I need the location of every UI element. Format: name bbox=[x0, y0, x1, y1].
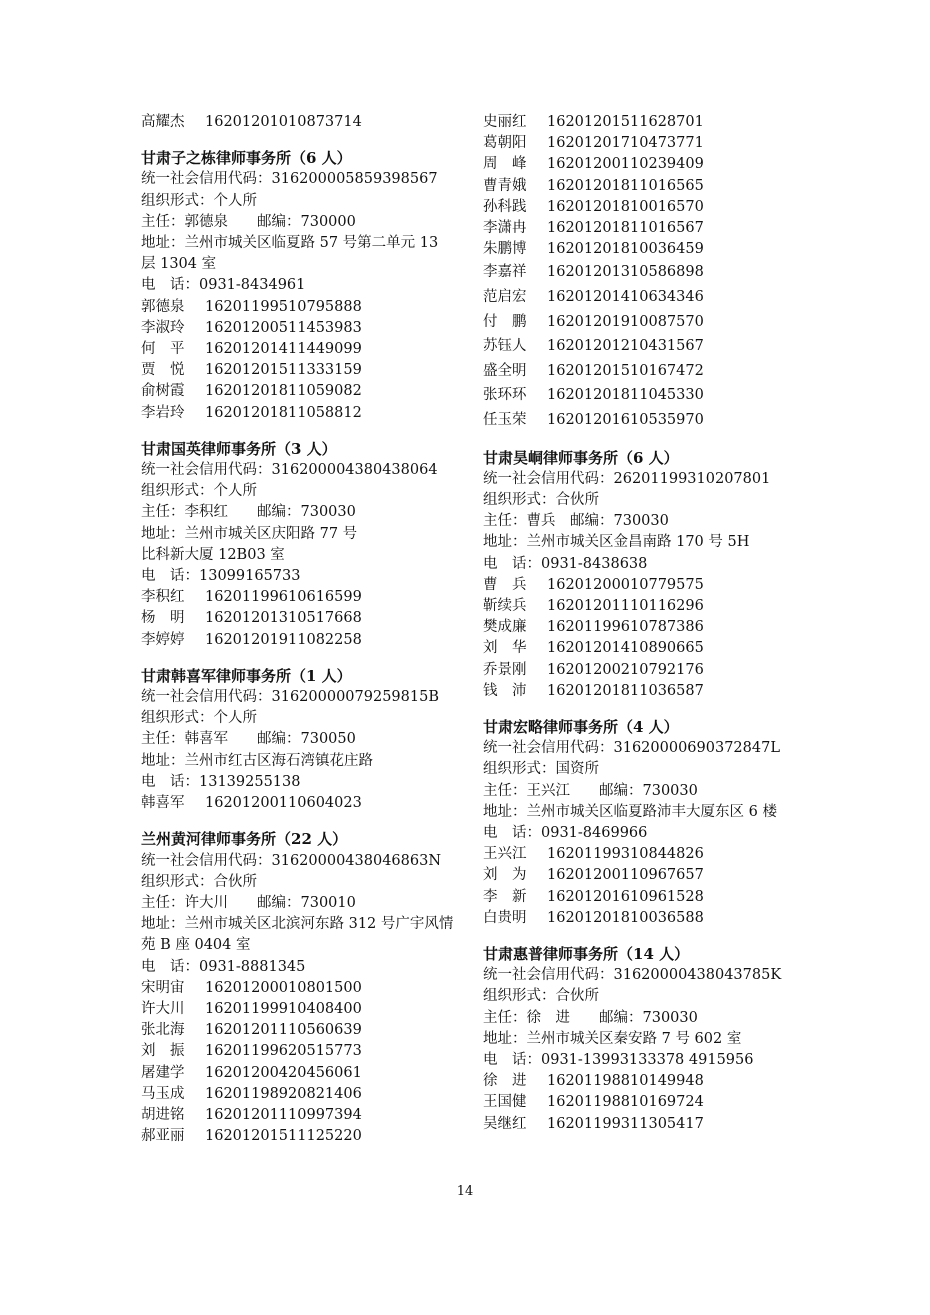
lawyer-name: 徐 进 bbox=[483, 1073, 527, 1090]
org-form: 组织形式：个人所 bbox=[141, 483, 257, 500]
lawyer-row bbox=[141, 112, 457, 133]
lawyer-name: 钱 沛 bbox=[483, 682, 527, 699]
address: 地址：兰州市城关区临夏路 57 号第二单元 13 层 1304 室 bbox=[141, 235, 439, 273]
lawyer-row bbox=[483, 285, 803, 310]
address: 地址：兰州市城关区临夏路沛丰大厦东区 6 楼 bbox=[483, 803, 777, 820]
lawyer-row bbox=[141, 381, 457, 402]
org-form: 组织形式：合伙所 bbox=[483, 491, 599, 508]
lawyer-row bbox=[483, 638, 803, 659]
lawyer-license: 16201201410634346 bbox=[547, 289, 704, 306]
lawyer-row bbox=[141, 999, 457, 1020]
lawyer-row bbox=[141, 1041, 457, 1062]
lawyer-name: 张北海 bbox=[141, 1022, 185, 1039]
credit-code: 统一社会信用代码：31620000438043785K bbox=[483, 967, 782, 984]
lawyer-row bbox=[141, 318, 457, 339]
lawyer-name: 朱鹏博 bbox=[483, 241, 527, 258]
firm-block bbox=[483, 944, 803, 1135]
address-line-2: 比科新大厦 12B03 室 bbox=[141, 546, 285, 563]
lawyer-license: 16201201811045330 bbox=[547, 387, 704, 404]
lawyer-name: 乔景刚 bbox=[483, 661, 527, 678]
lawyer-name: 王国健 bbox=[483, 1094, 527, 1111]
firm-title: 甘肃韩喜军律师事务所（1 人） bbox=[141, 666, 352, 685]
lawyer-row bbox=[141, 403, 457, 424]
lawyer-license: 16201200210792176 bbox=[547, 661, 704, 678]
credit-code: 统一社会信用代码：31620000438046863N bbox=[141, 852, 442, 869]
lawyer-name: 吴继红 bbox=[483, 1115, 527, 1132]
preceding-lawyers bbox=[483, 112, 803, 433]
lawyer-name: 曹青娥 bbox=[483, 177, 527, 194]
lawyer-name: 宋明宙 bbox=[141, 979, 185, 996]
lawyer-license: 16201201610535970 bbox=[547, 411, 704, 428]
firm-title: 甘肃宏略律师事务所（4 人） bbox=[483, 718, 679, 737]
lawyer-name: 范启宏 bbox=[483, 289, 527, 306]
lawyer-license: 16201201310586898 bbox=[547, 264, 704, 281]
firm-block bbox=[141, 829, 457, 1147]
lawyer-license: 16201201410890665 bbox=[547, 640, 704, 657]
page-number: 14 bbox=[456, 1184, 474, 1199]
org-form: 组织形式：国资所 bbox=[483, 761, 599, 778]
firm-block bbox=[483, 448, 803, 702]
lawyer-license: 16201201411449099 bbox=[205, 341, 362, 358]
lawyer-license: 16201201310517668 bbox=[205, 610, 362, 627]
lawyer-name: 张环环 bbox=[483, 387, 527, 404]
address: 地址：兰州市城关区金昌南路 170 号 5H bbox=[483, 534, 750, 551]
lawyer-row bbox=[483, 310, 803, 335]
lawyer-license: 16201201810036459 bbox=[547, 241, 704, 258]
phone: 电 话：0931-13993133378 4915956 bbox=[483, 1052, 754, 1069]
lawyer-row bbox=[141, 1063, 457, 1084]
lawyer-license: 16201201010873714 bbox=[205, 114, 362, 130]
firm-title: 甘肃国英律师事务所（3 人） bbox=[141, 439, 337, 458]
lawyer-row bbox=[483, 176, 803, 197]
lawyer-row bbox=[141, 360, 457, 381]
address: 地址：兰州市城关区秦安路 7 号 602 室 bbox=[483, 1030, 742, 1047]
firm-title: 甘肃子之栋律师事务所（6 人） bbox=[141, 149, 352, 168]
lawyer-license: 16201201511333159 bbox=[205, 362, 362, 379]
lawyer-row bbox=[483, 218, 803, 239]
director: 主任：韩喜军 邮编：730050 bbox=[141, 731, 356, 748]
lawyer-row bbox=[141, 1084, 457, 1105]
lawyer-name: 王兴江 bbox=[483, 846, 527, 863]
lawyer-license: 16201200110239409 bbox=[547, 156, 704, 173]
lawyer-row bbox=[483, 133, 803, 154]
credit-code: 统一社会信用代码：31620000585939856​7 bbox=[141, 171, 438, 188]
lawyer-name: 曹 兵 bbox=[483, 576, 527, 593]
director: 主任：曹兵 邮编：730030 bbox=[483, 513, 669, 530]
lawyer-name: 李潇冉 bbox=[483, 220, 527, 237]
lawyer-license: 16201198920821406 bbox=[205, 1085, 362, 1102]
lawyer-row bbox=[483, 112, 803, 133]
lawyer-license: 16201201710473771 bbox=[547, 135, 704, 152]
lawyer-license: 16201201110997394 bbox=[205, 1106, 362, 1123]
lawyer-license: 16201199910408400 bbox=[205, 1000, 362, 1017]
left-column bbox=[141, 112, 457, 1147]
lawyer-license: 16201201610961528 bbox=[547, 888, 704, 905]
lawyer-row bbox=[483, 1071, 803, 1092]
director: 主任：许大川 邮编：730010 bbox=[141, 894, 356, 911]
lawyer-license: 16201201911082258 bbox=[205, 631, 362, 648]
lawyer-row bbox=[483, 1092, 803, 1113]
lawyer-license: 16201199610787386 bbox=[547, 619, 704, 636]
lawyer-name: 孙科践 bbox=[483, 198, 527, 215]
credit-code: 统一社会信用代码：316200004380438064 bbox=[141, 462, 438, 479]
lawyer-name: 李岩玲 bbox=[141, 404, 185, 421]
lawyer-license: 16201199311305417 bbox=[547, 1115, 704, 1132]
lawyer-row bbox=[141, 978, 457, 999]
lawyer-row bbox=[141, 587, 457, 608]
lawyer-row bbox=[483, 334, 803, 359]
lawyer-license: 16201201110116296 bbox=[547, 598, 704, 614]
lawyer-row bbox=[483, 359, 803, 384]
lawyer-name: 许大川 bbox=[141, 1000, 185, 1017]
lawyer-license: 16201201910087570 bbox=[547, 313, 704, 330]
lawyer-license: 16201200511453983 bbox=[205, 319, 362, 336]
phone: 电 话：0931-8469966 bbox=[483, 825, 648, 842]
lawyer-row bbox=[483, 197, 803, 218]
org-form: 组织形式：个人所 bbox=[141, 710, 257, 727]
phone: 电 话：0931-8434961 bbox=[141, 277, 306, 294]
org-form: 组织形式：合伙所 bbox=[483, 988, 599, 1005]
lawyer-row bbox=[483, 681, 803, 702]
lawyer-name: 李淑玲 bbox=[141, 319, 185, 336]
lawyer-row bbox=[141, 297, 457, 318]
lawyer-row bbox=[141, 630, 457, 651]
lawyer-name: 盛全明 bbox=[483, 362, 527, 379]
lawyer-license: 16201200110967657 bbox=[547, 867, 704, 884]
lawyer-license: 16201201811016567 bbox=[547, 220, 704, 237]
firm-block bbox=[141, 148, 457, 424]
lawyer-license: 16201198810149948 bbox=[547, 1073, 704, 1090]
lawyer-license: 16201201810016570 bbox=[547, 198, 704, 215]
lawyer-row bbox=[483, 844, 803, 865]
director: 主任：王兴江 邮编：730030 bbox=[483, 782, 698, 799]
lawyer-name: 白贵明 bbox=[483, 909, 527, 926]
org-form: 组织形式：合伙所 bbox=[141, 873, 257, 890]
lawyer-row bbox=[141, 1105, 457, 1126]
firm-block bbox=[141, 439, 457, 651]
lawyer-name: 郝亚丽 bbox=[141, 1128, 185, 1145]
lawyer-row bbox=[483, 260, 803, 285]
lawyer-name: 刘 为 bbox=[483, 867, 527, 884]
lawyer-row bbox=[483, 865, 803, 886]
director: 主任：李积红 邮编：730030 bbox=[141, 504, 356, 521]
director: 主任：郭德泉 邮编：730000 bbox=[141, 213, 356, 230]
lawyer-row bbox=[483, 660, 803, 681]
preceding-lawyers bbox=[141, 112, 457, 133]
lawyer-row bbox=[483, 383, 803, 408]
lawyer-name: 付 鹏 bbox=[483, 313, 527, 330]
address: 地址：兰州市城关区北滨河东路 312 号广宇风情苑 B 座 0404 室 bbox=[141, 916, 454, 954]
lawyer-license: 16201201811058812 bbox=[205, 404, 362, 421]
lawyer-row bbox=[141, 793, 457, 814]
lawyer-license: 16201199620515773 bbox=[205, 1043, 362, 1060]
lawyer-name: 屠建学 bbox=[141, 1064, 185, 1081]
lawyer-row bbox=[483, 575, 803, 596]
lawyer-name: 贾 悦 bbox=[141, 362, 185, 379]
credit-code: 统一社会信用代码：26201199310207801 bbox=[483, 470, 771, 487]
lawyer-name: 任玉荣 bbox=[483, 411, 527, 428]
lawyer-name: 靳续兵 bbox=[483, 598, 527, 614]
lawyer-name: 杨 明 bbox=[141, 610, 185, 627]
firm-title: 甘肃昊峒律师事务所（6 人） bbox=[483, 448, 679, 467]
credit-code: 统一社会信用代码：31620000690372847L bbox=[483, 740, 780, 757]
lawyer-license: 16201200420456061 bbox=[205, 1064, 362, 1081]
firm-title: 兰州黄河律师事务所（22 人） bbox=[141, 830, 348, 849]
lawyer-name: 李 新 bbox=[483, 888, 527, 905]
lawyer-name: 刘 振 bbox=[141, 1043, 185, 1060]
lawyer-row bbox=[483, 408, 803, 433]
phone: 电 话：0931-8438638 bbox=[483, 555, 648, 572]
lawyer-row bbox=[483, 1114, 803, 1135]
lawyer-name: 高耀杰 bbox=[141, 114, 185, 130]
director: 主任：徐 进 邮编：730030 bbox=[483, 1009, 698, 1026]
lawyer-name: 何 平 bbox=[141, 341, 185, 358]
right-column bbox=[483, 112, 803, 1135]
lawyer-license: 16201199510795888 bbox=[205, 298, 362, 315]
credit-code: 统一社会信用代码：31620000079259815B bbox=[141, 689, 439, 706]
lawyer-license: 16201201210431567 bbox=[547, 338, 704, 355]
lawyer-license: 16201200010779575 bbox=[547, 576, 704, 593]
lawyer-row bbox=[141, 1126, 457, 1147]
lawyer-license: 16201201110560639 bbox=[205, 1022, 362, 1039]
lawyer-name: 刘 华 bbox=[483, 640, 527, 657]
phone: 电 话：0931-8881345 bbox=[141, 958, 306, 975]
lawyer-name: 葛朝阳 bbox=[483, 135, 527, 152]
firm-block bbox=[483, 717, 803, 929]
address: 地址：兰州市红古区海石湾镇花庄路 bbox=[141, 752, 373, 769]
lawyer-name: 李婷婷 bbox=[141, 631, 185, 648]
lawyer-row bbox=[483, 908, 803, 929]
lawyer-row bbox=[483, 239, 803, 260]
lawyer-row bbox=[141, 339, 457, 360]
lawyer-name: 俞树霞 bbox=[141, 383, 185, 400]
lawyer-row bbox=[483, 617, 803, 638]
lawyer-name: 胡进铭 bbox=[141, 1106, 185, 1123]
lawyer-name: 韩喜军 bbox=[141, 795, 185, 812]
lawyer-row bbox=[141, 1020, 457, 1041]
lawyer-name: 樊成廉 bbox=[483, 619, 527, 636]
lawyer-row bbox=[483, 596, 803, 617]
lawyer-license: 16201201511628701 bbox=[547, 114, 704, 130]
phone: 电 话：13099165733 bbox=[141, 568, 301, 585]
lawyer-license: 16201198810169724 bbox=[547, 1094, 704, 1111]
lawyer-license: 16201200110604023 bbox=[205, 795, 362, 812]
lawyer-license: 16201201811059082 bbox=[205, 383, 362, 400]
lawyer-name: 史丽红 bbox=[483, 114, 527, 130]
lawyer-license: 16201201511125220 bbox=[205, 1128, 362, 1145]
lawyer-license: 16201201810036588 bbox=[547, 909, 704, 926]
lawyer-name: 马玉成 bbox=[141, 1085, 185, 1102]
firm-title: 甘肃惠普律师事务所（14 人） bbox=[483, 945, 690, 964]
lawyer-name: 李积红 bbox=[141, 589, 185, 606]
lawyer-license: 16201201811016565 bbox=[547, 177, 704, 194]
lawyer-row bbox=[483, 887, 803, 908]
phone: 电 话：13139255138 bbox=[141, 773, 301, 790]
lawyer-license: 16201199310844826 bbox=[547, 846, 704, 863]
lawyer-license: 16201199610616599 bbox=[205, 589, 362, 606]
lawyer-license: 16201200010801500 bbox=[205, 979, 362, 996]
org-form: 组织形式：个人所 bbox=[141, 192, 257, 209]
firm-block bbox=[141, 666, 457, 814]
lawyer-row bbox=[141, 608, 457, 629]
lawyer-license: 16201201510167472 bbox=[547, 362, 704, 379]
lawyer-license: 16201201811036587 bbox=[547, 682, 704, 699]
address: 地址：兰州市城关区庆阳路 77 号 bbox=[141, 525, 358, 542]
lawyer-name: 郭德泉 bbox=[141, 298, 185, 315]
lawyer-name: 周 峰 bbox=[483, 156, 527, 173]
lawyer-row bbox=[483, 154, 803, 175]
lawyer-name: 李嘉祥 bbox=[483, 264, 527, 281]
lawyer-name: 苏钰人 bbox=[483, 338, 527, 355]
